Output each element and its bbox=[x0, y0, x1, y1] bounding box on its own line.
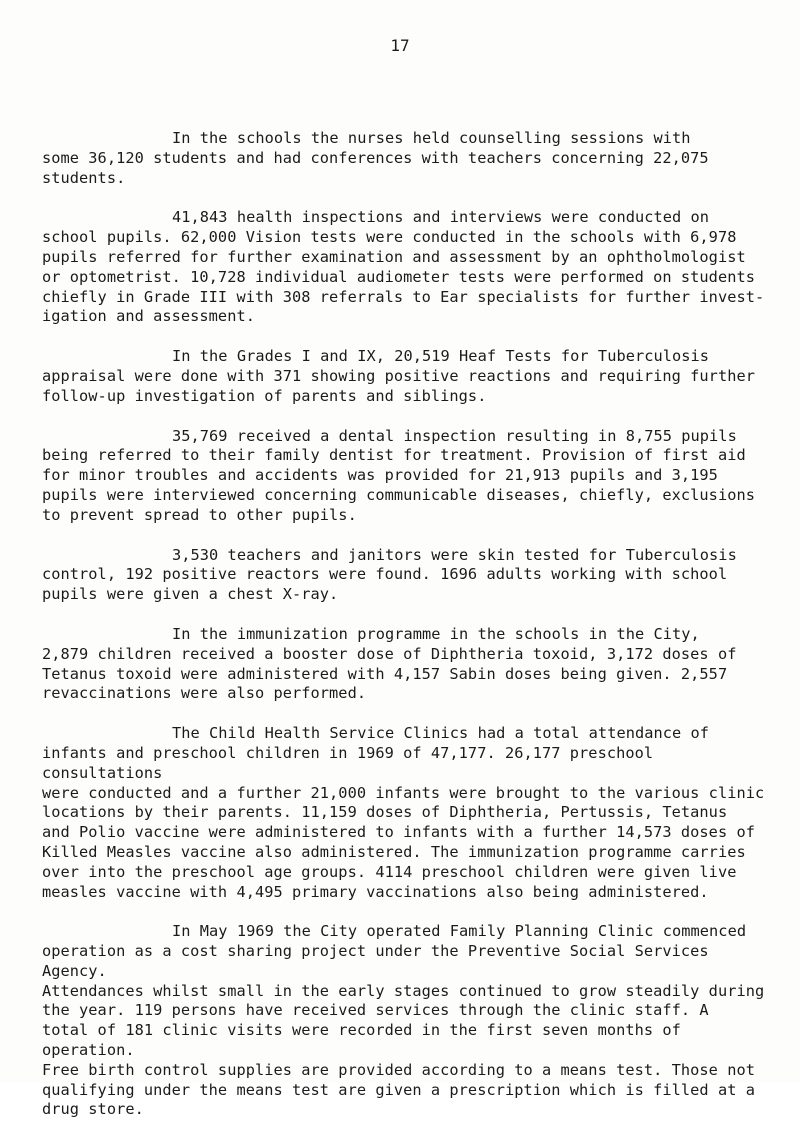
paragraph-child-health-clinics: The Child Health Service Clinics had a total attendance of infants and preschool children in 1969 of 47,177. 26,177 preschool consultations were conducted and a further 21,000 infants were brought to the various clinic locations by their parents. 11,159 doses of Diphtheria, Pertussis, Tetanus and Polio vaccine were administered to infants with a further 14,573 doses of Killed Measles vaccine also administered. The immunization programme carries over into the preschool age groups. 4114 preschool children were given live measles vaccine with 4,495 primary vaccinations also being administered. bbox=[42, 724, 765, 901]
paragraph-health-inspections: 41,843 health inspections and interviews were conducted on school pupils. 62,000 Vision tests were conducted in the schools with 6,978 pupils referred for further examination and assessment by an ophtholmologist or optometrist. 10,728 individual audiometer tests were performed on students chiefly in Grade III with 308 referrals to Ear specialists for further invest- igation and assessment. bbox=[42, 208, 765, 326]
paragraph-dental-inspection: 35,769 received a dental inspection resulting in 8,755 pupils being referred to their family dentist for treatment. Provision of first aid for minor troubles and accidents was provided for 21,913 pupils and 3,195 pupils were interviewed concerning communicable diseases, chiefly, exclusions to prevent spread to other pupils. bbox=[42, 426, 755, 524]
paragraph-heaf-tests: In the Grades I and IX, 20,519 Heaf Tests for Tuberculosis appraisal were done with 371 showing positive reactions and requiring further follow-up investigation of parents and siblings. bbox=[42, 347, 755, 405]
paragraph-family-planning: In May 1969 the City operated Family Planning Clinic commenced operation as a cost sharing project under the Preventive Social Services Agency. Attendances whilst small in the early stages continued to grow steadily during the year. 119 persons have received services through the clinic staff. A total of 181 clinic visits were recorded in the first seven months of operation. Free birth control supplies are provided according to a means test. Those not qualifying under the means test are given a prescription which is filled at a drug store. bbox=[42, 922, 765, 1119]
page-number: 17 bbox=[390, 36, 410, 55]
paragraph-skin-tests: 3,530 teachers and janitors were skin tested for Tuberculosis control, 192 positive reactors were found. 1696 adults working with school pupils were given a chest X-ray. bbox=[42, 545, 737, 604]
paragraph-counselling: In the schools the nurses held counselling sessions with some 36,120 students and had conferences with teachers concerning 22,075 students. bbox=[42, 129, 709, 187]
body-text bbox=[42, 129, 782, 1140]
paragraph-immunization: In the immunization programme in the schools in the City, 2,879 children received a booster dose of Diphtheria toxoid, 3,172 doses of Tetanus toxoid were administered with 4,157 Sabin doses being given. 2,557 revaccinations were also performed. bbox=[42, 624, 737, 703]
